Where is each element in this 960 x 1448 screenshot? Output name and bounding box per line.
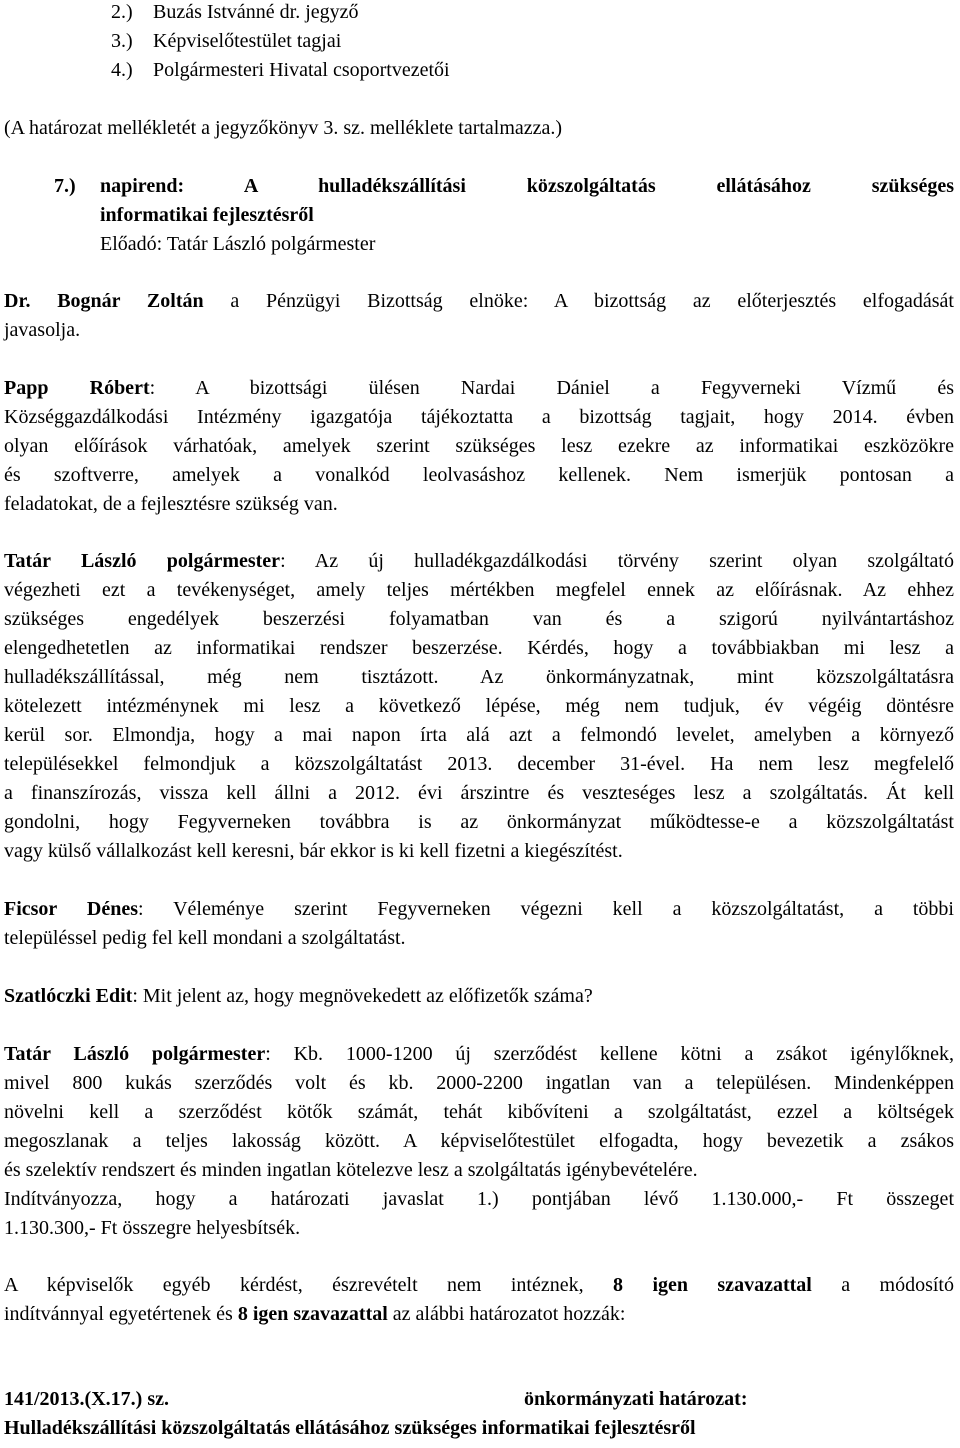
- list-item: [111, 56, 450, 85]
- paragraph-text: : Véleménye szerint Fegyverneken végezni kell a közszolgáltatást, a többi: [137, 898, 954, 920]
- paragraph-text: : Mit jelent az, hogy megnövekedett az előfizetők száma?: [132, 985, 593, 1007]
- paragraph-text: : A bizottsági ülésen Nardai Dániel a Fegyverneki Vízmű és: [149, 377, 954, 399]
- paragraph-text: az alábbi határozatot hozzák:: [387, 1303, 626, 1325]
- list-text: Képviselőtestület tagjai: [153, 30, 342, 52]
- annex-note-text: (A határozat mellékletét a jegyzőkönyv 3. sz. melléklete tartalmazza.): [4, 117, 563, 139]
- vote-count: 8 igen szavazattal: [613, 1274, 812, 1296]
- agenda-number: 7.): [54, 175, 76, 197]
- paragraph-text: olyan előírások várhatóak, amelyek szerint szükséges lesz ezekre az informatikai eszközökre: [4, 435, 954, 457]
- paragraph-papp: [4, 374, 954, 519]
- paragraph-text: vagy külső vállalkozást kell keresni, bár ekkor is ki kell fizetni a kiegészítést.: [4, 840, 623, 862]
- paragraph-text: javasolja.: [4, 319, 81, 341]
- resolution-title-text: Hulladékszállítási közszolgáltatás ellátásához szükséges informatikai fejlesztésről: [4, 1417, 696, 1439]
- agenda-item: [54, 172, 954, 259]
- paragraph-text: végezheti ezt a tevékenységet, amely teljes mértékben megfelel ennek az előírásnak. Az ehhez: [4, 579, 954, 601]
- paragraph-text: megoszlanak a teljes lakosság között. A képviselőtestület elfogadta, hogy bevezetik a zsákos: [4, 1130, 954, 1152]
- list-text: Polgármesteri Hivatal csoportvezetői: [153, 59, 450, 81]
- agenda-title-line: informatikai fejlesztésről: [100, 204, 314, 226]
- annex-note: [4, 114, 954, 143]
- paragraph-ficsor: [4, 895, 954, 953]
- paragraph-text: Községgazdálkodási Intézmény igazgatója tájékoztatta a bizottság tagjait, hogy 2014. évben: [4, 406, 954, 428]
- paragraph-text: : Kb. 1000-1200 új szerződést kellene kötni a zsákot igénylőknek,: [265, 1043, 954, 1065]
- paragraph-text: kötelezett intézménynek mi lesz a következő lépése, még nem tudjuk, év végéig döntésre: [4, 695, 954, 717]
- paragraph-tatar-2: [4, 1040, 954, 1243]
- paragraph-text: és szoftverre, amelyek a vonalkód leolvasáshoz kellenek. Nem ismerjük pontosan a: [4, 464, 954, 486]
- paragraph-tatar-1: [4, 547, 954, 866]
- paragraph-text: a Pénzügyi Bizottság elnöke: A bizottság az előterjesztés elfogadását: [203, 290, 954, 312]
- speaker-name: Ficsor Dénes: [4, 898, 138, 920]
- paragraph-text: szükséges engedélyek beszerzési folyamatban van és a szigorú nyilvántartáshoz: [4, 608, 954, 630]
- paragraph-text: : Az új hulladékgazdálkodási törvény szerint olyan szolgáltató: [280, 550, 954, 572]
- paragraph-text: A képviselők egyéb kérdést, észrevételt nem intéznek,: [4, 1274, 614, 1296]
- list-number: 3.): [111, 30, 133, 52]
- paragraph-text: a finanszírozás, vissza kell állni a 2012. évi árszintre és veszteséges lesz a szolgáltatás. Át kell: [4, 782, 954, 804]
- resolution-header: [4, 1385, 954, 1414]
- speaker-name: Szatlóczki Edit: [4, 985, 133, 1007]
- speaker-name: Tatár László polgármester: [4, 550, 281, 572]
- paragraph-text: településekkel felmondjuk a közszolgáltatást 2013. december 31-ével. Ha nem lesz megfelelő: [4, 753, 954, 775]
- agenda-presenter: Előadó: Tatár László polgármester: [100, 233, 376, 255]
- list-item: [111, 27, 341, 56]
- paragraph-text: kerül sor. Elmondja, hogy a mai napon írta alá azt a felmondó levelet, amelyben a környező: [4, 724, 954, 746]
- resolution-type: önkormányzati határozat:: [524, 1388, 748, 1410]
- vote-count: 8 igen szavazattal: [237, 1303, 388, 1325]
- paragraph-szatloczki: [4, 982, 954, 1011]
- paragraph-text: és szelektív rendszert és minden ingatlan kötelezve lesz a szolgáltatás igénybevételére.: [4, 1159, 698, 1181]
- list-number: 2.): [111, 1, 133, 23]
- paragraph-text: indítvánnyal egyetértenek és: [4, 1303, 238, 1325]
- agenda-title-line: napirend: A hulladékszállítási közszolgáltatás ellátásához szükséges: [100, 175, 954, 197]
- paragraph-text: a módosító: [811, 1274, 954, 1296]
- speaker-name: Dr. Bognár Zoltán: [4, 290, 204, 312]
- paragraph-text: feladatokat, de a fejlesztésre szükség van.: [4, 493, 338, 515]
- resolution-number: 141/2013.(X.17.) sz.: [4, 1388, 169, 1410]
- list-item: [111, 0, 359, 27]
- paragraph-vote: [4, 1271, 954, 1329]
- paragraph-text: hulladékszállítással, még nem tisztázott. Az önkormányzatnak, mint közszolgáltatásra: [4, 666, 954, 688]
- paragraph-text: gondolni, hogy Fegyverneken továbbra is az önkormányzat működtesse-e a közszolgáltatást: [4, 811, 954, 833]
- paragraph-text: mivel 800 kukás szerződés volt és kb. 2000-2200 ingatlan van a településen. Mindenképpen: [4, 1072, 954, 1094]
- resolution-title: [4, 1414, 954, 1443]
- paragraph-text: településsel pedig fel kell mondani a szolgáltatást.: [4, 927, 406, 949]
- paragraph-text: Indítványozza, hogy a határozati javaslat 1.) pontjában lévő 1.130.000,- Ft összeget: [4, 1188, 954, 1210]
- speaker-name: Papp Róbert: [4, 377, 150, 399]
- paragraph-bognar: [4, 287, 954, 345]
- paragraph-text: növelni kell a szerződést kötők számát, tehát kibővíteni a szolgáltatást, ezzel a költségek: [4, 1101, 954, 1123]
- speaker-name: Tatár László polgármester: [4, 1043, 266, 1065]
- paragraph-text: elengedhetetlen az informatikai rendszer beszerzése. Kérdés, hogy a továbbiakban mi lesz a: [4, 637, 954, 659]
- list-number: 4.): [111, 59, 133, 81]
- paragraph-text: 1.130.300,- Ft összegre helyesbítsék.: [4, 1217, 301, 1239]
- list-text: Buzás Istvánné dr. jegyző: [153, 1, 359, 23]
